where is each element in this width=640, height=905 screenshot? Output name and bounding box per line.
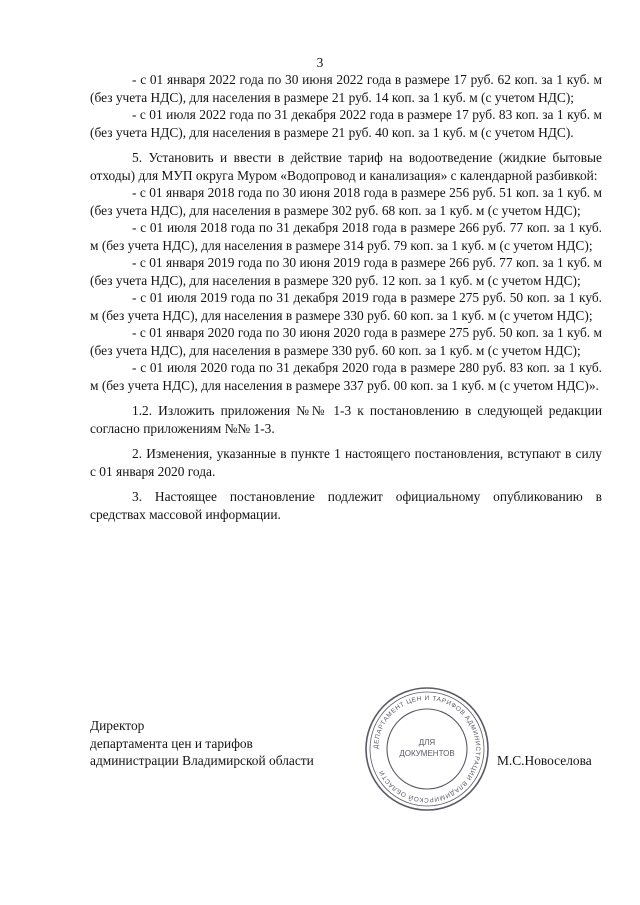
clause-5: 5. Установить и ввести в действие тариф на водоотведение (жидкие бытовые отходы) для МУП округа Муром «Водопровод и канализация» с календарной разбивкой: — [90, 150, 602, 183]
signature-department: департамента цен и тарифов — [90, 735, 253, 751]
tariff-2020-h2: - с 01 июля 2020 года по 31 декабря 2020 года в размере 280 руб. 83 коп. за 1 куб. м (без учета НДС), для населения в размере 337 руб. 00 коп. за 1 куб. м (с учетом НДС)». — [90, 360, 602, 393]
clause-3: 3. Настоящее постановление подлежит официальному опубликованию в средствах массовой информации. — [90, 489, 602, 522]
clause-2: 2. Изменения, указанные в пункте 1 настоящего постановления, вступают в силу с 01 января 2020 года. — [90, 446, 602, 479]
page-number: 3 — [316, 55, 324, 70]
signature-administration: администрации Владимирской области — [90, 753, 314, 768]
official-stamp — [362, 684, 492, 814]
tariff-2019-h1: - с 01 января 2019 года по 30 июня 2019 года в размере 266 руб. 77 коп. за 1 куб. м (без учета НДС), для населения в размере 320 руб. 12 коп. за 1 куб. м (с учетом НДС); — [90, 255, 602, 288]
stamp-inner-text-1: ДЛЯ — [418, 738, 436, 747]
signature-block — [90, 717, 390, 770]
signer-name: М.С.Новоселова — [497, 753, 592, 768]
stamp-inner-text-2: ДОКУМЕНТОВ — [399, 749, 455, 758]
tariff-2022-h2: - с 01 июля 2022 года по 31 декабря 2022 года в размере 17 руб. 83 коп. за 1 куб. м (без учета НДС), для населения в размере 21 руб. 40 коп. за 1 куб. м (с учетом НДС). — [90, 107, 602, 140]
tariff-2018-h1: - с 01 января 2018 года по 30 июня 2018 года в размере 256 руб. 51 коп. за 1 куб. м (без учета НДС), для населения в размере 302 руб. 68 коп. за 1 куб. м (с учетом НДС); — [90, 185, 602, 218]
tariff-2019-h2: - с 01 июля 2019 года по 31 декабря 2019 года в размере 275 руб. 50 коп. за 1 куб. м (без учета НДС), для населения в размере 330 руб. 60 коп. за 1 куб. м (с учетом НДС); — [90, 290, 602, 323]
tariff-2022-h1: - с 01 января 2022 года по 30 июня 2022 года в размере 17 руб. 62 коп. за 1 куб. м (без учета НДС), для населения в размере 21 руб. 14 коп. за 1 куб. м (с учетом НДС); — [90, 72, 602, 105]
stamp-ring-text: ДЕПАРТАМЕНТ ЦЕН И ТАРИФОВ АДМИНИСТРАЦИИ ВЛАДИМИРСКОЙ ОБЛАСТИ — [372, 694, 482, 804]
clause-1-2: 1.2. Изложить приложения №№ 1-3 к постановлению в следующей редакции согласно приложениям №№ 1-3. — [90, 403, 602, 436]
tariff-2020-h1: - с 01 января 2020 года по 30 июня 2020 года в размере 275 руб. 50 коп. за 1 куб. м (без учета НДС), для населения в размере 330 руб. 60 коп. за 1 куб. м (с учетом НДС); — [90, 325, 602, 358]
signature-position: Директор — [90, 718, 145, 733]
tariff-2018-h2: - с 01 июля 2018 года по 31 декабря 2018 года в размере 266 руб. 77 коп. за 1 куб. м (без учета НДС), для населения в размере 314 руб. 79 коп. за 1 куб. м (с учетом НДС); — [90, 220, 602, 253]
document-body — [90, 71, 602, 523]
